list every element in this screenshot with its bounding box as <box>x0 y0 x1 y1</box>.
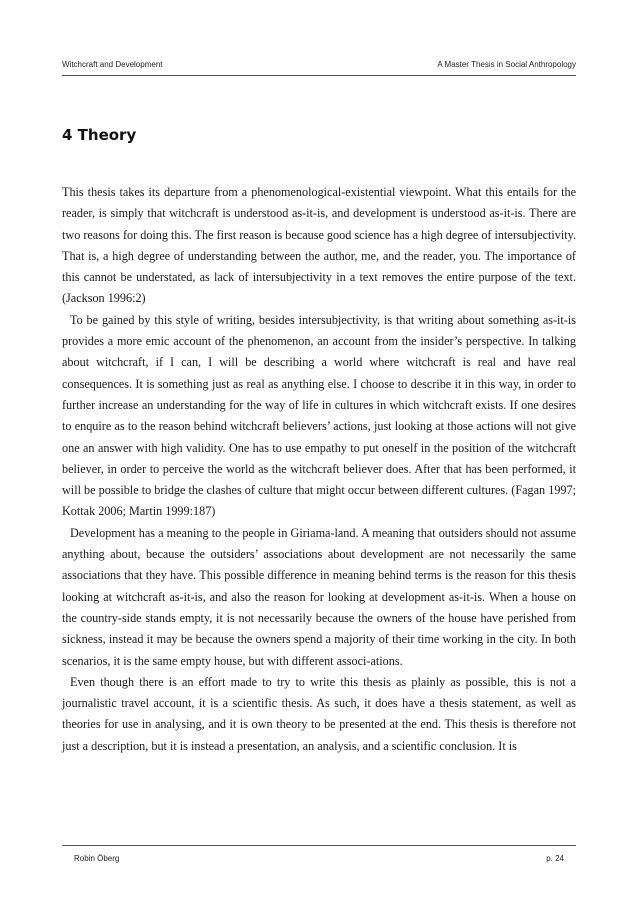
paragraph: Even though there is an effort made to try to write this thesis as plainly as possible, this is not a journalistic travel account, it is a scientific thesis. As such, it does have a thesis statement, as well as theories for use in analysing, and it is own theory to be presented at the end. This thesis is therefore not just a description, but it is instead a presentation, an analysis, and a scientific conclusion. It is <box>62 674 576 753</box>
header-thesis-type: A Master Thesis in Social Anthropology <box>437 60 576 69</box>
page-header <box>62 60 576 74</box>
page-number: p. 24 <box>546 854 564 863</box>
header-document-title: Witchcraft and Development <box>62 60 163 69</box>
footer-divider <box>62 845 576 846</box>
page-footer <box>62 854 576 868</box>
paragraph: To be gained by this style of writing, besides intersubjectivity, is that writing about something as-it-is provides a more emic account of the phenomenon, an account from the insider’s perspective. In talking about witchcraft, if I can, I will be describing a world where witchcraft is real and have real consequences. It is something just as real as anything else. I choose to describe it in this way, in order to further increase an understanding for the way of life in cultures in which witchcraft exists. If one desires to enquire as to the reason behind witchcraft believers’ actions, just looking at those actions will not give one an answer with high validity. One has to use empathy to put oneself in the position of the witchcraft believer, in order to perceive the world as the witchcraft believer does. After that has been performed, it will be possible to bridge the clashes of culture that might occur between different cultures. (Fagan 1997; Kottak 2006; Martin 1999:187) <box>62 312 576 519</box>
footer-author: Robin Öberg <box>74 854 120 863</box>
section-title: 4 Theory <box>62 126 137 144</box>
paragraph: Development has a meaning to the people in Giriama-land. A meaning that outsiders should not assume anything about, because the outsiders’ associations about development are not necessarily the same associations that they have. This possible difference in meaning behind terms is the reason for this thesis looking at witchcraft as-it-is, and also the reason for looking at development as-it-is. When a house on the country-side stands empty, it is not necessarily because the owners of the house have perished from sickness, instead it may be because the owners spend a majority of their time working in the city. In both scenarios, it is the same empty house, but with different associ-ations. <box>62 525 576 668</box>
body-text <box>62 182 576 757</box>
header-divider <box>62 75 576 76</box>
paragraph: This thesis takes its departure from a phenomenological-existential viewpoint. What this entails for the reader, is simply that witchcraft is understood as-it-is, and development is understood as-it-is. There are two reasons for doing this. The first reason is because good science has a high degree of intersubjectivity. That is, a high degree of understanding between the author, me, and the reader, you. The importance of this cannot be understated, as lack of intersubjectivity in a text removes the entire purpose of the text. (Jackson 1996:2) <box>62 185 576 306</box>
